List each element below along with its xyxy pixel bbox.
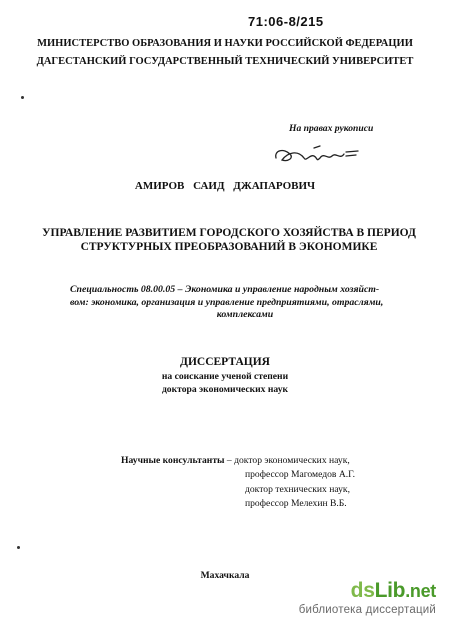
ministry-heading: МИНИСТЕРСТВО ОБРАЗОВАНИЯ И НАУКИ РОССИЙСКОЙ ФЕДЕРАЦИИ xyxy=(37,38,413,49)
specialty-text-2: вом: экономика, организация и управление предприятиями, отраслями, xyxy=(70,296,384,308)
dslib-watermark-logo: dsLib.net xyxy=(350,579,436,602)
work-type: ДИССЕРТАЦИЯ xyxy=(180,356,270,368)
scan-speck xyxy=(21,96,24,99)
city: Махачкала xyxy=(200,570,250,581)
university-heading: ДАГЕСТАНСКИЙ ГОСУДАРСТВЕННЫЙ ТЕХНИЧЕСКИЙ УНИВЕРСИТЕТ xyxy=(36,56,414,67)
consultant-1-title: – доктор экономических наук, xyxy=(224,455,350,466)
dissertation-title xyxy=(40,226,418,254)
specialty-block xyxy=(70,284,420,322)
signature-image xyxy=(270,140,370,170)
consultant-2-title: доктор технических наук, xyxy=(245,484,350,495)
consultants-line xyxy=(121,455,350,466)
rights-note: На правах рукописи xyxy=(289,123,374,134)
title-line-1: УПРАВЛЕНИЕ РАЗВИТИЕМ ГОРОДСКОГО ХОЗЯЙСТВА В ПЕРИОД xyxy=(42,227,416,239)
degree-line-1: на соискание ученой степени xyxy=(161,371,289,382)
consultants-label: Научные консультанты xyxy=(121,455,225,466)
consultant-1-name: профессор Магомедов А.Г. xyxy=(245,469,356,480)
catalog-code: 71:06-8/215 xyxy=(248,14,324,29)
degree-line-2: доктора экономических наук xyxy=(161,384,289,395)
specialty-text-1: – Экономика и управление народным хозяйст- xyxy=(175,284,380,295)
title-line-2: СТРУКТУРНЫХ ПРЕОБРАЗОВАНИЙ В ЭКОНОМИКЕ xyxy=(80,241,378,253)
scan-speck xyxy=(17,546,20,549)
specialty-label: Специальность 08.00.05 xyxy=(70,284,176,295)
author-name: АМИРОВ САИД ДЖАПАРОВИЧ xyxy=(134,180,316,192)
consultant-2-name: профессор Мелехин В.Б. xyxy=(245,498,347,509)
dslib-watermark-subtitle: библиотека диссертаций xyxy=(298,604,436,616)
specialty-text-3: комплексами xyxy=(216,309,274,320)
